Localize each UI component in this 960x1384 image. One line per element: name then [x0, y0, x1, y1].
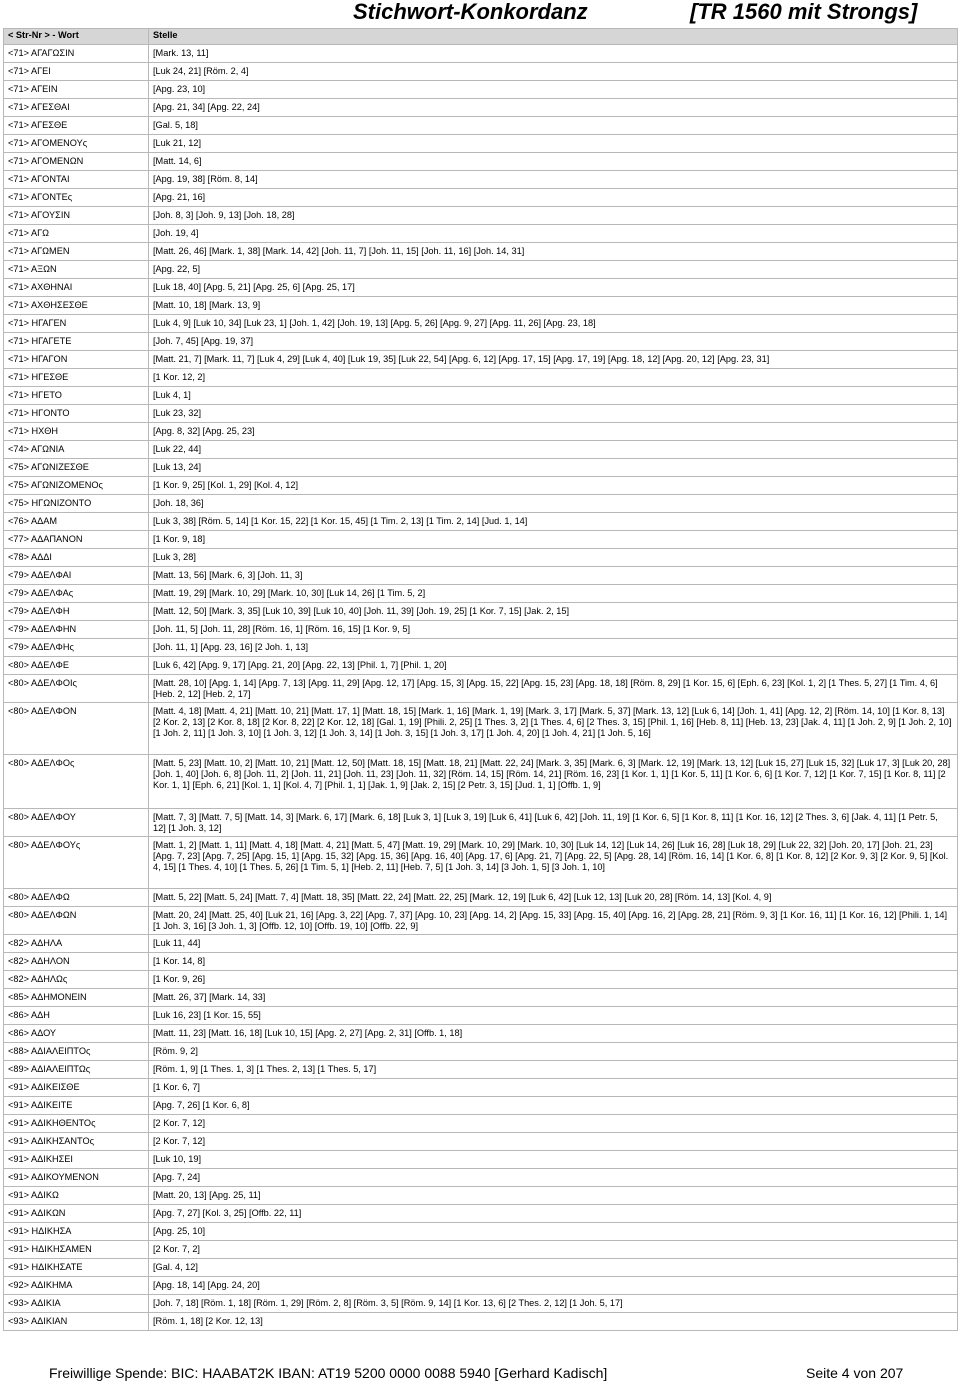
entry-word: <91> ΗΔΙΚΗΣΑΜΕΝ	[4, 1241, 149, 1259]
page-title: Stichwort-Konkordanz	[353, 0, 588, 24]
entry-references: [Matt. 28, 10] [Apg. 1, 14] [Apg. 7, 13] [Apg. 11, 29] [Apg. 12, 17] [Apg. 15, 3] [Apg. 15, 22] [Apg. 15, 23] [Apg. 18, 18] [Röm. 8, 29] [1 Kor. 15, 6] [Eph. 6, 23] [Kol. 1, 2] [1 Thes. 5, 27] [1 Tim. 4, 6] [Heb. 2, 12] [Heb. 2, 17]	[149, 675, 958, 703]
entry-word: <71> ΗΧΘΗ	[4, 423, 149, 441]
table-row	[4, 1169, 958, 1187]
table-row	[4, 423, 958, 441]
entry-word: <82> ΑΔΗΛΑ	[4, 935, 149, 953]
entry-word: <71> ΑΧΘΗΣΕΣΘΕ	[4, 297, 149, 315]
entry-word: <71> ΑΓΑΓΩΣΙΝ	[4, 45, 149, 63]
entry-references: [Joh. 7, 45] [Apg. 19, 37]	[149, 333, 958, 351]
table-row	[4, 567, 958, 585]
entry-word: <71> ΑΓΟΝΤΑΙ	[4, 171, 149, 189]
entry-word: <91> ΑΔΙΚΟΥΜΕΝΟΝ	[4, 1169, 149, 1187]
entry-word: <80> ΑΔΕΛΦΕ	[4, 657, 149, 675]
table-row	[4, 809, 958, 837]
entry-references: [Luk 6, 42] [Apg. 9, 17] [Apg. 21, 20] [Apg. 22, 13] [Phil. 1, 7] [Phil. 1, 20]	[149, 657, 958, 675]
entry-word: <71> ΑΓΩ	[4, 225, 149, 243]
entry-word: <91> ΑΔΙΚΗΣΑΝΤΟς	[4, 1133, 149, 1151]
column-header-reference: Stelle	[149, 29, 958, 45]
entry-references: [Matt. 5, 23] [Matt. 10, 2] [Matt. 10, 21] [Matt. 12, 50] [Matt. 18, 15] [Matt. 18, 21] [Matt. 22, 24] [Mark. 3, 35] [Mark. 6, 3] [Mark. 12, 19] [Mark. 13, 12] [Luk 15, 27] [Luk 15, 32] [Luk 17, 3] [Luk 20, 28] [Joh. 1, 40] [Joh. 6, 8] [Joh. 11, 2] [Joh. 11, 21] [Joh. 11, 23] [Joh. 11, 32] [Röm. 14, 15] [Röm. 14, 21] [Röm. 16, 23] [1 Kor. 1, 1] [1 Kor. 5, 11] [1 Kor. 6, 6] [1 Kor. 7, 12] [1 Kor. 7, 15] [1 Kor. 8, 11] [2 Kor. 1, 1] [Eph. 6, 21] [Kol. 1, 1] [Kol. 4, 7] [Phil. 1, 1] [Jak. 1, 9] [Jak. 2, 15] [2 Petr. 3, 15] [Jud. 1, 1] [Offb. 1, 9]	[149, 755, 958, 809]
entry-word: <71> ΑΓΕΣΘΑΙ	[4, 99, 149, 117]
table-row	[4, 225, 958, 243]
entry-references: [Apg. 7, 27] [Kol. 3, 25] [Offb. 22, 11]	[149, 1205, 958, 1223]
entry-word: <91> ΗΔΙΚΗΣΑΤΕ	[4, 1259, 149, 1277]
table-row	[4, 135, 958, 153]
entry-references: [Joh. 7, 18] [Röm. 1, 18] [Röm. 1, 29] [Röm. 2, 8] [Röm. 3, 5] [Röm. 9, 14] [1 Kor. 13, 6] [2 Thes. 2, 12] [1 Joh. 5, 17]	[149, 1295, 958, 1313]
entry-word: <89> ΑΔΙΑΛΕΙΠΤΩς	[4, 1061, 149, 1079]
entry-references: [Apg. 23, 10]	[149, 81, 958, 99]
entry-word: <71> ΑΓΕΣΘΕ	[4, 117, 149, 135]
entry-word: <91> ΑΔΙΚΗΣΕΙ	[4, 1151, 149, 1169]
table-row	[4, 889, 958, 907]
entry-word: <91> ΑΔΙΚΩ	[4, 1187, 149, 1205]
entry-references: [Mark. 13, 11]	[149, 45, 958, 63]
table-row	[4, 333, 958, 351]
table-row	[4, 81, 958, 99]
entry-word: <80> ΑΔΕΛΦΩ	[4, 889, 149, 907]
entry-references: [Matt. 10, 18] [Mark. 13, 9]	[149, 297, 958, 315]
table-row	[4, 459, 958, 477]
entry-references: [Apg. 8, 32] [Apg. 25, 23]	[149, 423, 958, 441]
entry-references: [Apg. 21, 16]	[149, 189, 958, 207]
table-row	[4, 585, 958, 603]
entry-references: [Röm. 1, 9] [1 Thes. 1, 3] [1 Thes. 2, 13] [1 Thes. 5, 17]	[149, 1061, 958, 1079]
entry-word: <91> ΑΔΙΚΕΙΣΘΕ	[4, 1079, 149, 1097]
entry-references: [Matt. 13, 56] [Mark. 6, 3] [Joh. 11, 3]	[149, 567, 958, 585]
entry-word: <71> ΗΓΑΓΕΤΕ	[4, 333, 149, 351]
entry-word: <71> ΑΓΕΙΝ	[4, 81, 149, 99]
table-row	[4, 935, 958, 953]
entry-word: <92> ΑΔΙΚΗΜΑ	[4, 1277, 149, 1295]
entry-references: [Matt. 26, 37] [Mark. 14, 33]	[149, 989, 958, 1007]
entry-references: [1 Kor. 9, 18]	[149, 531, 958, 549]
table-row	[4, 1061, 958, 1079]
table-row	[4, 1025, 958, 1043]
table-row	[4, 171, 958, 189]
entry-references: [Apg. 25, 10]	[149, 1223, 958, 1241]
table-row	[4, 351, 958, 369]
entry-references: [Luk 4, 9] [Luk 10, 34] [Luk 23, 1] [Joh. 1, 42] [Joh. 19, 13] [Apg. 5, 26] [Apg. 9, 27] [Apg. 11, 26] [Apg. 23, 18]	[149, 315, 958, 333]
entry-word: <80> ΑΔΕΛΦΟΥ	[4, 809, 149, 837]
entry-references: [Joh. 19, 4]	[149, 225, 958, 243]
table-row	[4, 387, 958, 405]
table-row	[4, 549, 958, 567]
table-row	[4, 441, 958, 459]
entry-references: [Matt. 20, 13] [Apg. 25, 11]	[149, 1187, 958, 1205]
entry-word: <91> ΑΔΙΚΗΘΕΝΤΟς	[4, 1115, 149, 1133]
entry-word: <85> ΑΔΗΜΟΝΕΙΝ	[4, 989, 149, 1007]
table-row	[4, 117, 958, 135]
entry-word: <80> ΑΔΕΛΦΟς	[4, 755, 149, 809]
table-row	[4, 1097, 958, 1115]
table-row	[4, 1277, 958, 1295]
table-row	[4, 45, 958, 63]
page-number: Seite 4 von 207	[806, 1365, 904, 1381]
entry-references: [Luk 24, 21] [Röm. 2, 4]	[149, 63, 958, 81]
table-row	[4, 1133, 958, 1151]
entry-word: <75> ΑΓΩΝΙΖΟΜΕΝΟς	[4, 477, 149, 495]
entry-references: [Röm. 9, 2]	[149, 1043, 958, 1061]
entry-word: <75> ΑΓΩΝΙΖΕΣΘΕ	[4, 459, 149, 477]
entry-word: <78> ΑΔΔΙ	[4, 549, 149, 567]
entry-word: <79> ΑΔΕΛΦΗς	[4, 639, 149, 657]
entry-word: <71> ΑΓΟΝΤΕς	[4, 189, 149, 207]
entry-references: [Gal. 5, 18]	[149, 117, 958, 135]
table-row	[4, 243, 958, 261]
table-row	[4, 953, 958, 971]
table-row	[4, 907, 958, 935]
entry-word: <80> ΑΔΕΛΦΟΝ	[4, 703, 149, 755]
entry-references: [Joh. 11, 5] [Joh. 11, 28] [Röm. 16, 1] [Röm. 16, 15] [1 Kor. 9, 5]	[149, 621, 958, 639]
entry-references: [Luk 22, 44]	[149, 441, 958, 459]
entry-references: [Luk 11, 44]	[149, 935, 958, 953]
table-row	[4, 207, 958, 225]
entry-word: <71> ΑΓΟΥΣΙΝ	[4, 207, 149, 225]
table-row	[4, 99, 958, 117]
entry-references: [Luk 3, 28]	[149, 549, 958, 567]
footer-donation-text: Freiwillige Spende: BIC: HAABAT2K IBAN: AT19 5200 0000 0088 5940 [Gerhard Kadisch]	[49, 1365, 608, 1381]
entry-word: <91> ΗΔΙΚΗΣΑ	[4, 1223, 149, 1241]
entry-word: <88> ΑΔΙΑΛΕΙΠΤΟς	[4, 1043, 149, 1061]
entry-references: [Apg. 7, 26] [1 Kor. 6, 8]	[149, 1097, 958, 1115]
entry-word: <82> ΑΔΗΛΩς	[4, 971, 149, 989]
entry-word: <80> ΑΔΕΛΦΟΥς	[4, 837, 149, 889]
table-row	[4, 1043, 958, 1061]
entry-references: [2 Kor. 7, 12]	[149, 1133, 958, 1151]
entry-word: <91> ΑΔΙΚΩΝ	[4, 1205, 149, 1223]
column-header-word: < Str-Nr > - Wort	[4, 29, 149, 45]
table-row	[4, 369, 958, 387]
table-row	[4, 1187, 958, 1205]
entry-references: [Luk 21, 12]	[149, 135, 958, 153]
entry-references: [2 Kor. 7, 12]	[149, 1115, 958, 1133]
entry-word: <91> ΑΔΙΚΕΙΤΕ	[4, 1097, 149, 1115]
table-row	[4, 1205, 958, 1223]
entry-references: [Joh. 11, 1] [Apg. 23, 16] [2 Joh. 1, 13]	[149, 639, 958, 657]
entry-references: [Luk 4, 1]	[149, 387, 958, 405]
entry-references: [Matt. 7, 3] [Matt. 7, 5] [Matt. 14, 3] [Mark. 6, 17] [Mark. 6, 18] [Luk 3, 1] [Luk 3, 19] [Luk 6, 41] [Luk 6, 42] [Joh. 11, 19] [1 Kor. 6, 5] [1 Kor. 8, 11] [1 Kor. 16, 12] [2 Thes. 3, 6] [Jak. 4, 11] [1 Petr. 5, 12] [1 Joh. 3, 12]	[149, 809, 958, 837]
entry-word: <71> ΑΓΕΙ	[4, 63, 149, 81]
table-row	[4, 279, 958, 297]
entry-word: <71> ΑΓΟΜΕΝΩΝ	[4, 153, 149, 171]
entry-references: [Apg. 19, 38] [Röm. 8, 14]	[149, 171, 958, 189]
entry-references: [1 Kor. 14, 8]	[149, 953, 958, 971]
table-row	[4, 1259, 958, 1277]
table-row	[4, 63, 958, 81]
entry-references: [Apg. 18, 14] [Apg. 24, 20]	[149, 1277, 958, 1295]
table-row	[4, 675, 958, 703]
table-row	[4, 837, 958, 889]
entry-references: [Matt. 5, 22] [Matt. 5, 24] [Matt. 7, 4] [Matt. 18, 35] [Matt. 22, 24] [Matt. 22, 25] [Mark. 12, 19] [Luk 6, 42] [Luk 12, 13] [Luk 20, 28] [Röm. 14, 13] [Kol. 4, 9]	[149, 889, 958, 907]
entry-word: <86> ΑΔΗ	[4, 1007, 149, 1025]
table-row	[4, 703, 958, 755]
entry-references: [1 Kor. 9, 26]	[149, 971, 958, 989]
entry-word: <86> ΑΔΟΥ	[4, 1025, 149, 1043]
table-row	[4, 603, 958, 621]
entry-references: [Matt. 20, 24] [Matt. 25, 40] [Luk 21, 16] [Apg. 3, 22] [Apg. 7, 37] [Apg. 10, 23] [Apg. 14, 2] [Apg. 15, 33] [Apg. 15, 40] [Apg. 16, 2] [Apg. 28, 21] [Röm. 9, 3] [1 Kor. 16, 11] [1 Kor. 16, 12] [Phili. 1, 14] [1 Joh. 3, 16] [3 Joh. 1, 3] [Offb. 12, 10] [Offb. 19, 10] [Offb. 22, 9]	[149, 907, 958, 935]
entry-word: <71> ΗΓΟΝΤΟ	[4, 405, 149, 423]
entry-word: <79> ΑΔΕΛΦΗΝ	[4, 621, 149, 639]
table-row	[4, 495, 958, 513]
entry-references: [Luk 18, 40] [Apg. 5, 21] [Apg. 25, 6] [Apg. 25, 17]	[149, 279, 958, 297]
entry-word: <79> ΑΔΕΛΦΑΙ	[4, 567, 149, 585]
table-row	[4, 755, 958, 809]
concordance-table	[3, 28, 958, 1331]
entry-word: <77> ΑΔΑΠΑΝΟΝ	[4, 531, 149, 549]
table-row	[4, 189, 958, 207]
entry-word: <80> ΑΔΕΛΦΟΙς	[4, 675, 149, 703]
entry-references: [Matt. 26, 46] [Mark. 1, 38] [Mark. 14, 42] [Joh. 11, 7] [Joh. 11, 15] [Joh. 11, 16] [Joh. 14, 31]	[149, 243, 958, 261]
entry-references: [Apg. 21, 34] [Apg. 22, 24]	[149, 99, 958, 117]
table-row	[4, 621, 958, 639]
entry-references: [Gal. 4, 12]	[149, 1259, 958, 1277]
entry-references: [1 Kor. 9, 25] [Kol. 1, 29] [Kol. 4, 12]	[149, 477, 958, 495]
entry-word: <75> ΗΓΩΝΙΖΟΝΤΟ	[4, 495, 149, 513]
entry-references: [1 Kor. 12, 2]	[149, 369, 958, 387]
edition-label: [TR 1560 mit Strongs]	[690, 0, 918, 24]
entry-references: [Joh. 18, 36]	[149, 495, 958, 513]
entry-word: <82> ΑΔΗΛΟΝ	[4, 953, 149, 971]
entry-references: [Röm. 1, 18] [2 Kor. 12, 13]	[149, 1313, 958, 1331]
table-row	[4, 513, 958, 531]
table-row	[4, 1223, 958, 1241]
entry-word: <76> ΑΔΑΜ	[4, 513, 149, 531]
entry-references: [Luk 10, 19]	[149, 1151, 958, 1169]
entry-references: [Joh. 8, 3] [Joh. 9, 13] [Joh. 18, 28]	[149, 207, 958, 225]
entry-word: <71> ΑΓΟΜΕΝΟΥς	[4, 135, 149, 153]
table-row	[4, 1151, 958, 1169]
entry-references: [Matt. 19, 29] [Mark. 10, 29] [Mark. 10, 30] [Luk 14, 26] [1 Tim. 5, 2]	[149, 585, 958, 603]
table-header-row	[4, 29, 958, 45]
table-row	[4, 1079, 958, 1097]
table-row	[4, 315, 958, 333]
entry-word: <79> ΑΔΕΛΦΑς	[4, 585, 149, 603]
entry-word: <93> ΑΔΙΚΙΑΝ	[4, 1313, 149, 1331]
entry-word: <74> ΑΓΩΝΙΑ	[4, 441, 149, 459]
entry-word: <71> ΗΓΑΓΕΝ	[4, 315, 149, 333]
entry-references: [Matt. 12, 50] [Mark. 3, 35] [Luk 10, 39] [Luk 10, 40] [Joh. 11, 39] [Joh. 19, 25] [1 Kor. 7, 15] [Jak. 2, 15]	[149, 603, 958, 621]
table-row	[4, 1007, 958, 1025]
entry-references: [Matt. 11, 23] [Matt. 16, 18] [Luk 10, 15] [Apg. 2, 27] [Apg. 2, 31] [Offb. 1, 18]	[149, 1025, 958, 1043]
entry-word: <71> ΗΓΕΤΟ	[4, 387, 149, 405]
table-row	[4, 531, 958, 549]
table-row	[4, 971, 958, 989]
entry-word: <79> ΑΔΕΛΦΗ	[4, 603, 149, 621]
entry-references: [Matt. 14, 6]	[149, 153, 958, 171]
entry-references: [1 Kor. 6, 7]	[149, 1079, 958, 1097]
table-row	[4, 1115, 958, 1133]
entry-word: <71> ΑΓΩΜΕΝ	[4, 243, 149, 261]
table-row	[4, 1241, 958, 1259]
table-row	[4, 639, 958, 657]
entry-word: <93> ΑΔΙΚΙΑ	[4, 1295, 149, 1313]
entry-references: [Luk 3, 38] [Röm. 5, 14] [1 Kor. 15, 22] [1 Kor. 15, 45] [1 Tim. 2, 13] [1 Tim. 2, 14] [Jud. 1, 14]	[149, 513, 958, 531]
table-row	[4, 153, 958, 171]
entry-references: [2 Kor. 7, 2]	[149, 1241, 958, 1259]
entry-references: [Apg. 7, 24]	[149, 1169, 958, 1187]
entry-references: [Matt. 21, 7] [Mark. 11, 7] [Luk 4, 29] [Luk 4, 40] [Luk 19, 35] [Luk 22, 54] [Apg. 6, 12] [Apg. 17, 15] [Apg. 17, 19] [Apg. 18, 12] [Apg. 20, 12] [Apg. 23, 31]	[149, 351, 958, 369]
entry-word: <71> ΗΓΕΣΘΕ	[4, 369, 149, 387]
entry-word: <80> ΑΔΕΛΦΩΝ	[4, 907, 149, 935]
entry-references: [Luk 16, 23] [1 Kor. 15, 55]	[149, 1007, 958, 1025]
table-row	[4, 477, 958, 495]
entry-word: <71> ΑΞΩΝ	[4, 261, 149, 279]
table-row	[4, 1313, 958, 1331]
entry-word: <71> ΗΓΑΓΟΝ	[4, 351, 149, 369]
entry-word: <71> ΑΧΘΗΝΑΙ	[4, 279, 149, 297]
table-row	[4, 1295, 958, 1313]
entry-references: [Luk 23, 32]	[149, 405, 958, 423]
entry-references: [Luk 13, 24]	[149, 459, 958, 477]
table-row	[4, 261, 958, 279]
table-body	[4, 45, 958, 1331]
table-row	[4, 405, 958, 423]
entry-references: [Matt. 4, 18] [Matt. 4, 21] [Matt. 10, 21] [Matt. 17, 1] [Matt. 18, 15] [Mark. 1, 16] [Mark. 1, 19] [Mark. 3, 17] [Mark. 5, 37] [Mark. 13, 12] [Luk 6, 14] [Joh. 1, 41] [Apg. 12, 2] [Röm. 14, 10] [1 Kor. 8, 13] [2 Kor. 2, 13] [2 Kor. 8, 18] [2 Kor. 8, 22] [2 Kor. 12, 18] [Gal. 1, 19] [Phili. 2, 25] [1 Thes. 3, 2] [1 Thes. 4, 6] [2 Thes. 3, 15] [Phil. 1, 16] [Heb. 8, 11] [Heb. 13, 23] [Jak. 4, 11] [1 Joh. 2, 9] [1 Joh. 2, 10] [1 Joh. 2, 11] [1 Joh. 3, 10] [1 Joh. 3, 12] [1 Joh. 3, 14] [1 Joh. 3, 15] [1 Joh. 3, 17] [1 Joh. 4, 20] [1 Joh. 4, 21] [1 Joh. 5, 16]	[149, 703, 958, 755]
entry-references: [Matt. 1, 2] [Matt. 1, 11] [Matt. 4, 18] [Matt. 4, 21] [Matt. 5, 47] [Matt. 19, 29] [Mark. 10, 29] [Mark. 10, 30] [Luk 14, 12] [Luk 14, 26] [Luk 16, 28] [Luk 18, 29] [Luk 22, 32] [Joh. 20, 17] [Joh. 21, 23] [Apg. 7, 23] [Apg. 7, 25] [Apg. 15, 1] [Apg. 15, 32] [Apg. 15, 36] [Apg. 16, 40] [Apg. 17, 6] [Apg. 21, 7] [Apg. 22, 5] [Apg. 28, 14] [Röm. 16, 14] [1 Kor. 6, 8] [1 Kor. 8, 12] [2 Kor. 9, 3] [2 Kor. 9, 5] [Kol. 4, 15] [1 Thes. 4, 10] [1 Thes. 5, 26] [1 Tim. 5, 1] [Heb. 2, 11] [Heb. 7, 5] [1 Joh. 3, 14] [3 Joh. 1, 5] [3 Joh. 1, 10]	[149, 837, 958, 889]
table-row	[4, 297, 958, 315]
entry-references: [Apg. 22, 5]	[149, 261, 958, 279]
table-row	[4, 989, 958, 1007]
table-row	[4, 657, 958, 675]
